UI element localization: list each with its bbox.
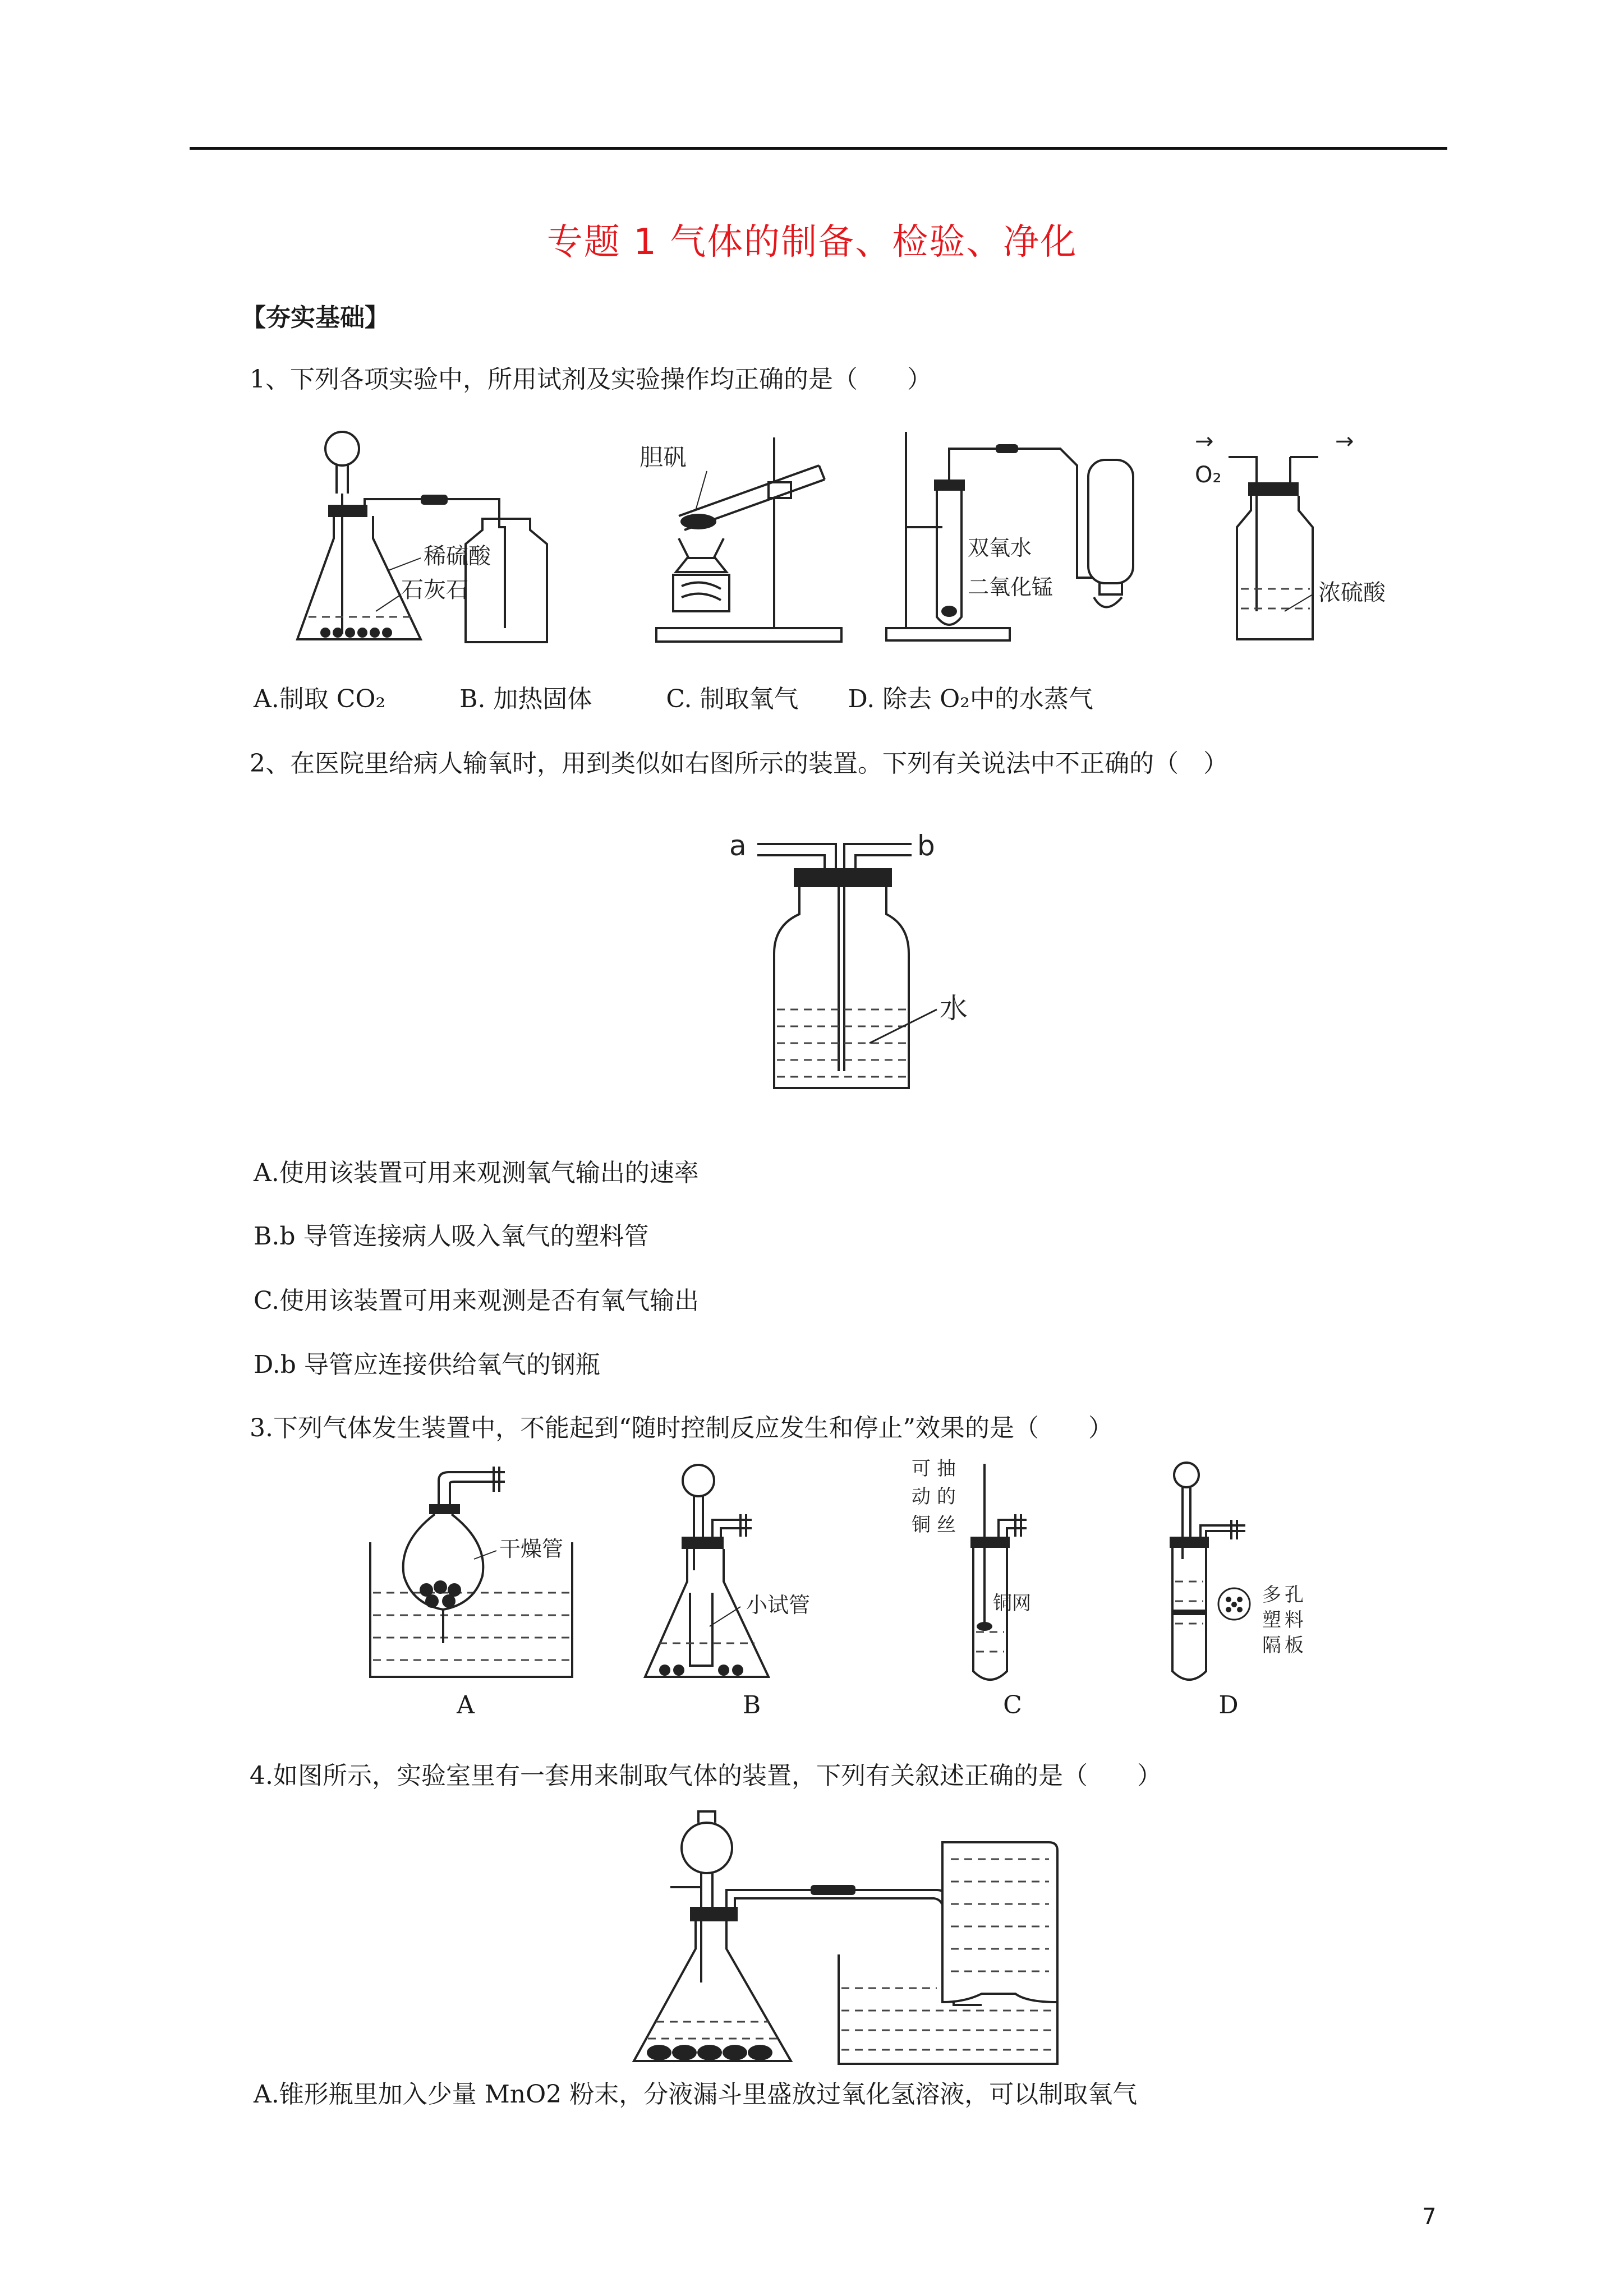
q4-figure [623, 1809, 1060, 2072]
svg-text:丝: 丝 [937, 1514, 956, 1536]
section-heading: 【夯实基础】 [241, 303, 389, 332]
svg-text:→: → [1195, 428, 1214, 454]
svg-text:铜: 铜 [912, 1514, 931, 1536]
q1-label-acid: 稀硫酸 [424, 543, 491, 569]
svg-text:动: 动 [912, 1486, 931, 1508]
q1-apparatus-a [297, 432, 547, 642]
svg-text:隔: 隔 [1262, 1634, 1281, 1657]
q2-option-b: B.b 导管连接病人吸入氧气的塑料管 [254, 1222, 649, 1251]
q1-apparatus-d [1195, 428, 1386, 639]
svg-text:多: 多 [1262, 1584, 1281, 1606]
svg-text:→: → [1335, 428, 1354, 454]
q3-label-small-tube: 小试管 [746, 1593, 811, 1617]
question-4-stem: 4.如图所示，实验室里有一套用来制取气体的装置，下列有关叙述正确的是（ ） [250, 1762, 1162, 1790]
q1-label-mno2: 二氧化锰 [968, 575, 1053, 600]
header-rule [190, 147, 1447, 150]
q2-label-water: 水 [940, 992, 968, 1025]
q2-label-a: a [729, 829, 747, 862]
question-1-stem: 1、下列各项实验中，所用试剂及实验操作均正确的是（ ） [250, 365, 932, 394]
q1-label-water: 双氧水 [968, 536, 1032, 560]
svg-text:板: 板 [1285, 1634, 1304, 1657]
svg-text:的: 的 [937, 1486, 956, 1508]
q2-option-d: D.b 导管应连接供给氧气的钢瓶 [254, 1350, 600, 1379]
q1-apparatus-c [886, 432, 1133, 640]
q1-label-o2: O₂ [1195, 462, 1222, 488]
svg-text:料: 料 [1285, 1609, 1304, 1631]
q3-letter-b: B [742, 1691, 761, 1719]
svg-text:塑: 塑 [1262, 1609, 1281, 1631]
page-title: 专题 1 气体的制备、检验、净化 [546, 222, 1078, 263]
q3-letter-a: A [457, 1691, 475, 1719]
q3-label-drying-tube: 干燥管 [499, 1537, 564, 1561]
q1-apparatus-b [640, 437, 841, 642]
q3-apparatus-b [645, 1465, 810, 1677]
q1-label-vitriol: 胆矾 [640, 444, 687, 471]
q3-letter-c: C [1003, 1691, 1022, 1719]
q3-apparatus-a [370, 1467, 572, 1677]
question-3-stem: 3.下列气体发生装置中，不能起到“随时控制反应发生和停止”效果的是（ ） [250, 1414, 1113, 1442]
q3-apparatus-c [912, 1458, 1031, 1680]
question-1-options: A.制取 CO₂ B. 加热固体 C. 制取氧气 D. 除去 O₂中的水蒸气 [254, 685, 1093, 713]
question-2-stem: 2、在医院里给病人输氧时，用到类似如右图所示的装置。下列有关说法中不正确的（ ） [250, 749, 1228, 778]
q2-figure [724, 824, 1015, 1105]
svg-text:可: 可 [912, 1458, 931, 1480]
q2-option-c: C.使用该装置可用来观测是否有氧气输出 [254, 1287, 700, 1315]
q1-label-conc-acid: 浓硫酸 [1318, 580, 1386, 606]
page-number: 7 [1422, 2204, 1437, 2230]
q3-apparatus-d [1170, 1463, 1304, 1680]
q3-label-copper-mesh: 铜网 [993, 1592, 1031, 1615]
svg-text:孔: 孔 [1285, 1584, 1304, 1606]
q1-figure [280, 426, 1503, 651]
q3-letter-d: D [1218, 1691, 1239, 1719]
q1-label-stone: 石灰石 [401, 577, 468, 603]
q3-figure [359, 1458, 1324, 1694]
q2-label-b: b [917, 829, 935, 862]
q2-option-a: A.使用该装置可用来观测氧气输出的速率 [254, 1159, 699, 1187]
q4-option-a: A.锥形瓶里加入少量 MnO2 粉末，分液漏斗里盛放过氧化氢溶液，可以制取氧气 [254, 2080, 1138, 2109]
svg-text:抽: 抽 [937, 1458, 956, 1480]
